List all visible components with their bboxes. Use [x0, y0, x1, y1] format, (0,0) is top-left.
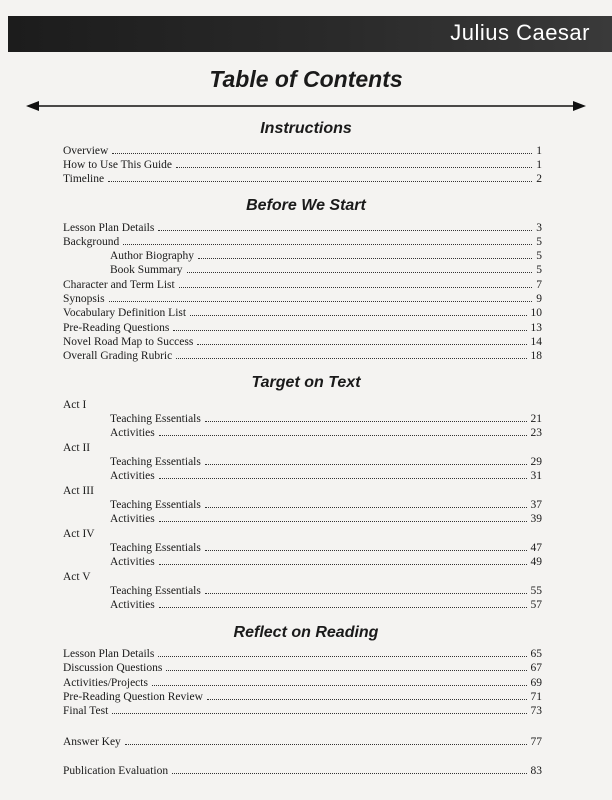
header-bar: [8, 16, 612, 52]
toc-entry[interactable]: Book Summary 5: [110, 264, 542, 276]
toc-entry[interactable]: Timeline 2: [63, 173, 542, 185]
double-arrow-rule: [26, 98, 586, 114]
act-label: Act II: [63, 442, 91, 454]
toc-entry[interactable]: Activities 49: [110, 556, 542, 568]
toc-entry[interactable]: Activities 31: [110, 470, 542, 482]
toc-entry[interactable]: Teaching Essentials 21: [110, 413, 542, 425]
toc-entry[interactable]: Novel Road Map to Success 14: [63, 336, 542, 348]
toc-entry[interactable]: Discussion Questions 67: [63, 662, 542, 674]
page-title: Table of Contents: [209, 66, 403, 92]
toc-entry[interactable]: Teaching Essentials 37: [110, 499, 542, 511]
toc-entry[interactable]: Teaching Essentials 55: [110, 585, 542, 597]
toc-entry[interactable]: Lesson Plan Details 65: [63, 648, 542, 660]
toc-entry[interactable]: Pre-Reading Questions 13: [63, 322, 542, 334]
toc-entry[interactable]: Teaching Essentials 29: [110, 456, 542, 468]
section-heading-target-on-text: Target on Text: [251, 374, 361, 391]
toc-entry[interactable]: Overall Grading Rubric 18: [63, 350, 542, 362]
toc-entry[interactable]: Answer Key 77: [63, 736, 542, 748]
toc-entry[interactable]: Activities 39: [110, 513, 542, 525]
toc-entry[interactable]: Vocabulary Definition List 10: [63, 307, 542, 319]
section-heading-instructions: Instructions: [260, 120, 352, 137]
toc-entry[interactable]: Activities 23: [110, 427, 542, 439]
toc-entry[interactable]: Activities 57: [110, 599, 542, 611]
section-heading-before-we-start: Before We Start: [246, 197, 366, 214]
toc-entry[interactable]: Overview 1: [63, 145, 542, 157]
toc-entry[interactable]: Synopsis 9: [63, 293, 542, 305]
act-label: Act V: [63, 571, 91, 583]
section-heading-reflect-on-reading: Reflect on Reading: [233, 624, 379, 641]
act-label: Act IV: [63, 528, 95, 540]
toc-entry[interactable]: Background 5: [63, 236, 542, 248]
toc-entry[interactable]: Publication Evaluation 83: [63, 765, 542, 777]
book-title: Julius Caesar: [450, 20, 590, 45]
toc-entry[interactable]: Character and Term List 7: [63, 279, 542, 291]
toc-entry[interactable]: How to Use This Guide 1: [63, 159, 542, 171]
toc-entry[interactable]: Pre-Reading Question Review 71: [63, 691, 542, 703]
toc-entry[interactable]: Author Biography 5: [110, 250, 542, 262]
toc-entry[interactable]: Final Test 73: [63, 705, 542, 717]
toc-entry[interactable]: Activities/Projects 69: [63, 677, 542, 689]
toc-entry[interactable]: Lesson Plan Details 3: [63, 222, 542, 234]
act-label: Act III: [63, 485, 94, 497]
act-label: Act I: [63, 399, 87, 411]
toc-entry[interactable]: Teaching Essentials 47: [110, 542, 542, 554]
